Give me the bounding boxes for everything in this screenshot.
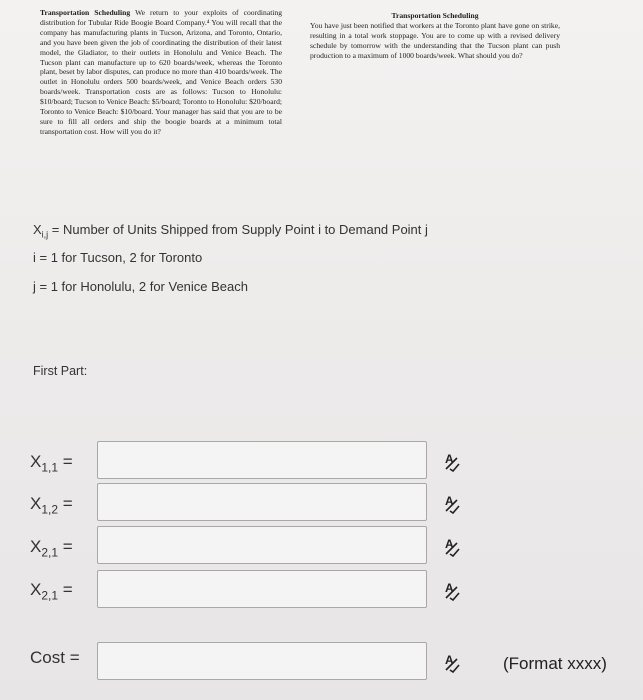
section-label: First Part: [33,364,88,378]
x12-input[interactable] [97,483,427,521]
spellcheck-icon[interactable] [443,655,459,673]
spellcheck-icon[interactable] [443,454,459,472]
cost-label: Cost = [30,648,80,667]
problem-title-left: Transportation Scheduling [40,8,131,17]
x11-label: $X_{1,1}$ = [30,452,73,475]
spellcheck-glyph: A [445,653,454,667]
problem-body-right: You have just been notified that workers at the Toronto plant have gone on strike, resulting in a total work stoppage. You are to come up with a revised delivery schedule by tomorrow with the understanding that the Tucson plant can push production to a maximum of 1000 boards/week. What should you do? [310,20,560,60]
x11-input[interactable] [97,441,427,479]
x21-second-input[interactable] [97,570,427,608]
spellcheck-icon[interactable] [443,539,459,557]
index-i-definition: i = 1 for Tucson, 2 for Toronto [33,250,203,265]
problem-text-right [310,11,560,61]
format-hint: (Format xxxx) [503,654,607,673]
spellcheck-glyph: A [445,494,454,508]
cost-input[interactable] [97,642,427,680]
x21-input[interactable] [97,526,427,564]
x21-second-label: $X_{2,1}$ = [30,580,73,603]
spellcheck-icon[interactable] [443,496,459,514]
spellcheck-glyph: A [445,581,454,595]
problem-title-right: Transportation Scheduling [391,11,479,20]
spellcheck-icon[interactable] [443,583,459,601]
x21-label: $X_{2,1}$ = [30,537,73,560]
x12-label: $X_{1,2}$ = [30,494,73,517]
problem-text-left [40,8,282,137]
variable-definition: $X_{i,j}$ = Number of Units Shipped from Supply Point i to Demand Point j [33,222,428,240]
index-j-definition: j = 1 for Honolulu, 2 for Venice Beach [33,279,248,294]
spellcheck-glyph: A [445,537,454,551]
problem-body-left: We return to your exploits of coordinating distribution for Tubular Ride Boogie Board Company.⁴ You will recall that the company has manufacturing plants in Tucson, Arizona, and Toronto, Ontario, and you have been given the job of coordinating the distribution of their latest model, the Gladiator, to their outlets in Honolulu and Venice Beach. The Tucson plant can manufacture up to 620 boards/week, whereas the Toronto plant, beset by labor disputes, can produce no more than 410 boards/week. The outlet in Honolulu orders 500 boards/week, and Venice Beach orders 530 boards/week. Transportation costs are as follows: Tucson to Honolulu: $10/board; Tucson to Venice Beach: $5/board; Toronto to Honolulu: $20/board; Toronto to Venice Beach: $10/board. Your manager has said that you are to be sure to fill all orders and ship the boogie boards at a minimum total transportation cost. How will you do it? [40,8,283,136]
spellcheck-glyph: A [445,452,454,466]
